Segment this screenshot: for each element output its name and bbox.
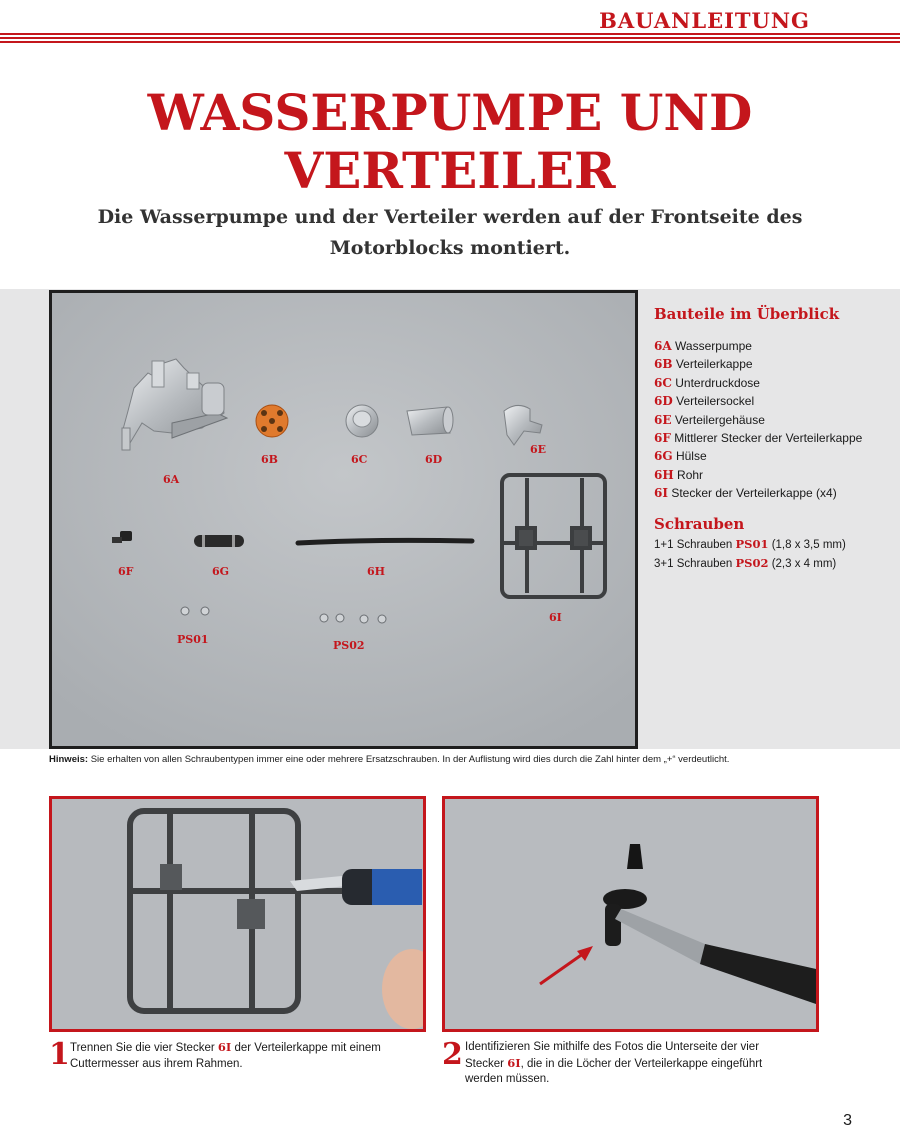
step-1-text [70,1040,420,1072]
step-1-part-code: 6I [217,1040,232,1054]
part-name: Rohr [677,467,704,482]
label-6e: 6E [530,443,547,456]
part-row [654,355,894,373]
part-code: 6I [654,486,668,501]
part-code: 6C [654,375,672,390]
screw-row [654,554,894,574]
page-number: 3 [843,1112,852,1129]
step-1-line-1 [70,1040,420,1057]
step-2-number: 2 [442,1037,463,1072]
step-1-text-a: Trennen Sie die vier Stecker [70,1042,218,1054]
part-name: Stecker der Verteilerkappe (x4) [671,486,837,501]
part-name: Verteilerkappe [675,357,753,372]
part-row [654,392,894,410]
parts-overview [654,305,894,574]
step-1-photo [49,796,426,1032]
label-6g: 6G [212,565,230,578]
part-row [654,337,894,355]
part-code: 6A [654,339,672,353]
part-code: 6E [654,412,672,427]
screw-code: PS02 [735,556,769,571]
label-6b: 6B [261,453,278,466]
part-6c-vacuum-unit [346,405,378,437]
part-6b-distributor-cap [256,405,288,437]
title-line-2: VERTEILER [284,141,616,200]
label-6d: 6D [425,453,443,466]
step-2-line-3: werden müssen. [465,1073,550,1085]
part-row [654,466,894,484]
page-title [0,84,900,200]
part-name: Verteilergehäuse [674,412,765,427]
title-line-1: WASSERPUMPE UND [147,83,753,142]
page-subtitle [60,202,840,264]
spare-screws-note [49,754,849,765]
screw-spec: (2,3 x 4 mm) [771,558,837,571]
part-code: 6F [654,431,671,446]
step-1-number: 1 [49,1037,70,1072]
part-row [654,484,894,502]
header-rule [0,33,900,43]
label-6i: 6I [549,611,562,624]
step-1-line-2: Cuttermesser aus ihrem Rahmen. [70,1057,243,1070]
label-6c: 6C [351,453,368,466]
note-label: Hinweis: [49,754,89,765]
section-title: BAUANLEITUNG [591,8,818,33]
parts-illustration [52,293,635,746]
step-1-text-b: der Verteilerkappe mit einem [231,1042,381,1054]
part-6g-sleeve [194,535,244,547]
part-row [654,447,894,465]
part-6d-distributor-base [407,407,453,435]
subtitle-line-2: Motorblocks montiert. [329,237,571,259]
step-2-part-code: 6I [507,1055,521,1070]
part-code: 6G [654,449,673,464]
part-row [654,411,894,429]
step-2-line-1: Identifizieren Sie mithilfe des Fotos die Unterseite der vier [465,1041,760,1053]
step-2-illustration [445,799,816,1029]
screw-spec: (1,8 x 3,5 mm) [771,538,846,551]
label-6a: 6A [163,473,180,486]
parts-overview-title: Bauteile im Überblick [654,305,840,323]
subtitle-line-1: Die Wasserpumpe und der Verteiler werden auf der Frontseite des [97,206,803,228]
part-name: Hülse [675,449,707,464]
part-row [654,429,894,447]
note-text: Sie erhalten von allen Schraubentypen immer eine oder mehrere Ersatzschrauben. In der Auflistung wird dies durch die Zahl hinter dem „+“ verdeutlicht. [90,754,730,765]
part-name: Unterdruckdose [675,375,760,390]
parts-photo [49,290,638,749]
screw-qty: 3+1 Schrauben [654,558,733,571]
step-1-illustration [52,799,423,1029]
screw-code: PS01 [735,536,769,551]
screws-title: Schrauben [654,514,745,533]
part-row [654,374,894,392]
label-ps01: PS01 [177,633,209,646]
label-6f: 6F [118,565,134,578]
part-code: 6H [654,467,674,482]
step-2-text [465,1040,815,1088]
step-2-photo [442,796,819,1032]
label-6h: 6H [367,565,386,578]
label-ps02: PS02 [333,639,365,652]
step-2-text-b: , die in die Löcher der Verteilerkappe eingeführt [520,1057,763,1070]
part-code: 6B [654,357,673,372]
screw-qty: 1+1 Schrauben [654,538,733,551]
part-code: 6D [654,394,673,409]
step-2-line-2 [465,1056,815,1073]
part-name: Mittlerer Stecker der Verteilerkappe [674,431,863,446]
part-name: Wasserpumpe [675,339,752,353]
screw-row [654,535,894,555]
step-2-text-a: Stecker [465,1057,508,1070]
part-6h-tube [298,540,472,543]
part-name: Verteilersockel [676,394,755,409]
